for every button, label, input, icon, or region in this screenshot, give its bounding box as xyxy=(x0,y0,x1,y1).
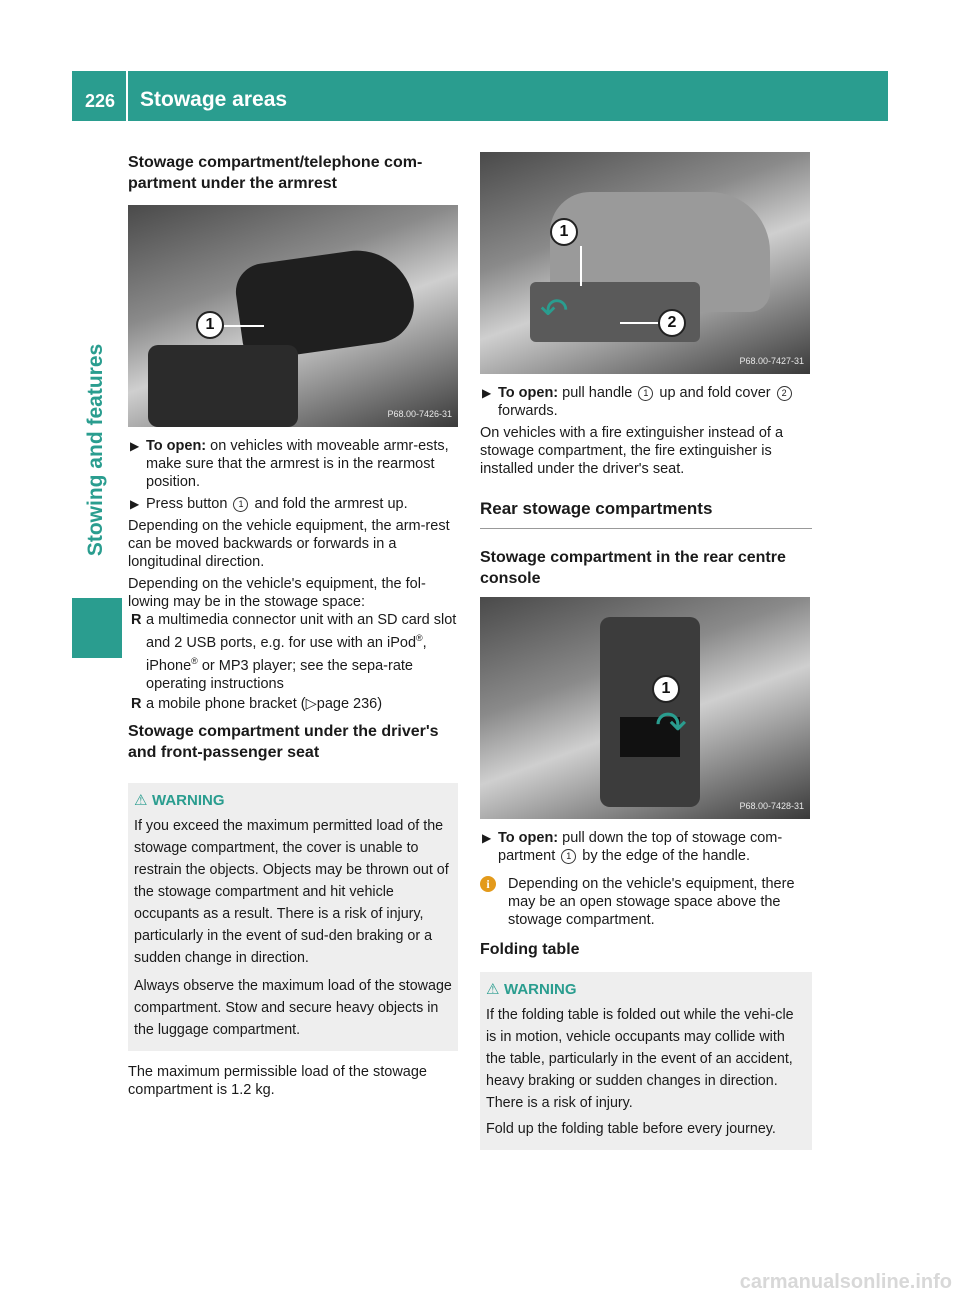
warning-box xyxy=(128,783,458,1051)
photo-ref: P68.00-7427-31 xyxy=(739,356,804,366)
photo-callout-1: 1 xyxy=(196,311,224,339)
rear-console-photo xyxy=(480,597,810,819)
step-arrow-icon: ▶ xyxy=(482,386,492,400)
heading-armrest: Stowage compartment/telephone com- partment under the armrest xyxy=(128,154,423,192)
right-column xyxy=(480,152,812,1150)
warning-box xyxy=(480,972,812,1150)
callout-ref: 1 xyxy=(561,849,576,864)
side-tab-label: Stowing and features xyxy=(84,343,107,557)
photo-callout-1: 1 xyxy=(550,218,578,246)
step-arrow-icon: ▶ xyxy=(130,439,140,453)
heading-rear-stowage: Rear stowage compartments xyxy=(480,498,812,529)
step-arrow-icon: ▶ xyxy=(482,831,492,845)
step-open-rear-stowage: ▶ To open: pull down the top of stowage com-partment 1 by the edge of the handle. xyxy=(482,830,783,864)
step-open-seat-stowage: ▶ To open: pull handle 1 up and fold cover 2 forwards. xyxy=(480,384,812,420)
callout-ref: 1 xyxy=(638,386,653,401)
warning-text: Always observe the maximum load of the stowage compartment. Stow and secure heavy objects in the luggage compartment. xyxy=(134,977,452,1038)
step-open-armrest: ▶ To open: on vehicles with moveable armr-ests, make sure that the armrest is in the rearmost position. xyxy=(130,438,449,490)
warning-title: ⚠ WARNING xyxy=(134,791,225,809)
warning-title: ⚠ WARNING xyxy=(486,981,577,998)
page-ref-arrow-icon: ▷ xyxy=(305,695,317,712)
side-tab-block xyxy=(72,598,122,658)
paragraph: The maximum permissible load of the stowage compartment is 1.2 kg. xyxy=(128,1063,427,1098)
heading-rear-console: Stowage compartment in the rear centre console xyxy=(480,549,786,587)
photo-callout-1: 1 xyxy=(652,675,680,703)
info-icon: i xyxy=(480,876,496,892)
step-press-button: ▶ Press button 1 and fold the armrest up. xyxy=(130,496,408,512)
warning-triangle-icon: ⚠ xyxy=(486,981,500,998)
warning-triangle-icon: ⚠ xyxy=(134,791,148,809)
left-column xyxy=(128,152,458,1099)
seat-photo xyxy=(480,152,810,374)
photo-callout-2: 2 xyxy=(658,309,686,337)
photo-ref: P68.00-7428-31 xyxy=(739,801,804,811)
page-link[interactable]: page 236) xyxy=(316,695,383,712)
heading-seat-stowage: Stowage compartment under the driver's and front-passenger seat xyxy=(128,722,439,761)
armrest-photo xyxy=(128,205,458,427)
fold-arrow-icon: ↶ xyxy=(540,292,569,330)
warning-text: Fold up the folding table before every journey. xyxy=(486,1121,776,1137)
bullet-item: R a multimedia connector unit with an SD card slot and 2 USB ports, e.g. for use with an iPod®, iPhone® or MP3 player; see the sepa-rate operating instructions xyxy=(131,612,457,692)
warning-text: If you exceed the maximum permitted load of the stowage compartment, the cover is unable to restrain the objects. Objects may be thrown out of the stowage compartment and hit vehicle occupants as a result. There is a risk of injury, particularly in the event of sud-den braking or a sudden change in direction. xyxy=(134,817,449,966)
step-arrow-icon: ▶ xyxy=(130,497,140,511)
paragraph: On vehicles with a fire extinguisher instead of a stowage compartment, the fire extinguisher is installed under the driver's seat. xyxy=(480,425,784,477)
warning-text: If the folding table is folded out while the vehi-cle is in motion, vehicle occupants may collide with the table, particularly in the event of an accident, heavy braking or sudden changes in direction. There is a risk of injury. xyxy=(486,1007,794,1111)
paragraph: Depending on the vehicle's equipment, the fol-lowing may be in the stowage space: xyxy=(128,576,426,610)
section-title: Stowage areas xyxy=(140,88,288,111)
page-number: 226 xyxy=(84,91,116,111)
paragraph: Depending on the vehicle equipment, the arm-rest can be moved backwards or forwards in a longitudinal direction. xyxy=(128,518,450,570)
watermark: carmanualsonline.info xyxy=(739,1271,952,1293)
callout-ref: 1 xyxy=(233,497,248,512)
header-divider xyxy=(126,71,128,121)
pull-arrow-icon: ↷ xyxy=(655,705,687,747)
callout-ref: 2 xyxy=(777,386,792,401)
info-note: i Depending on the vehicle's equipment, there may be an open stowage space above the stowage compartment. xyxy=(480,875,812,929)
photo-ref: P68.00-7426-31 xyxy=(387,409,452,419)
heading-folding-table: Folding table xyxy=(480,941,580,958)
bullet-item: R a mobile phone bracket (▷page 236) xyxy=(131,695,383,712)
